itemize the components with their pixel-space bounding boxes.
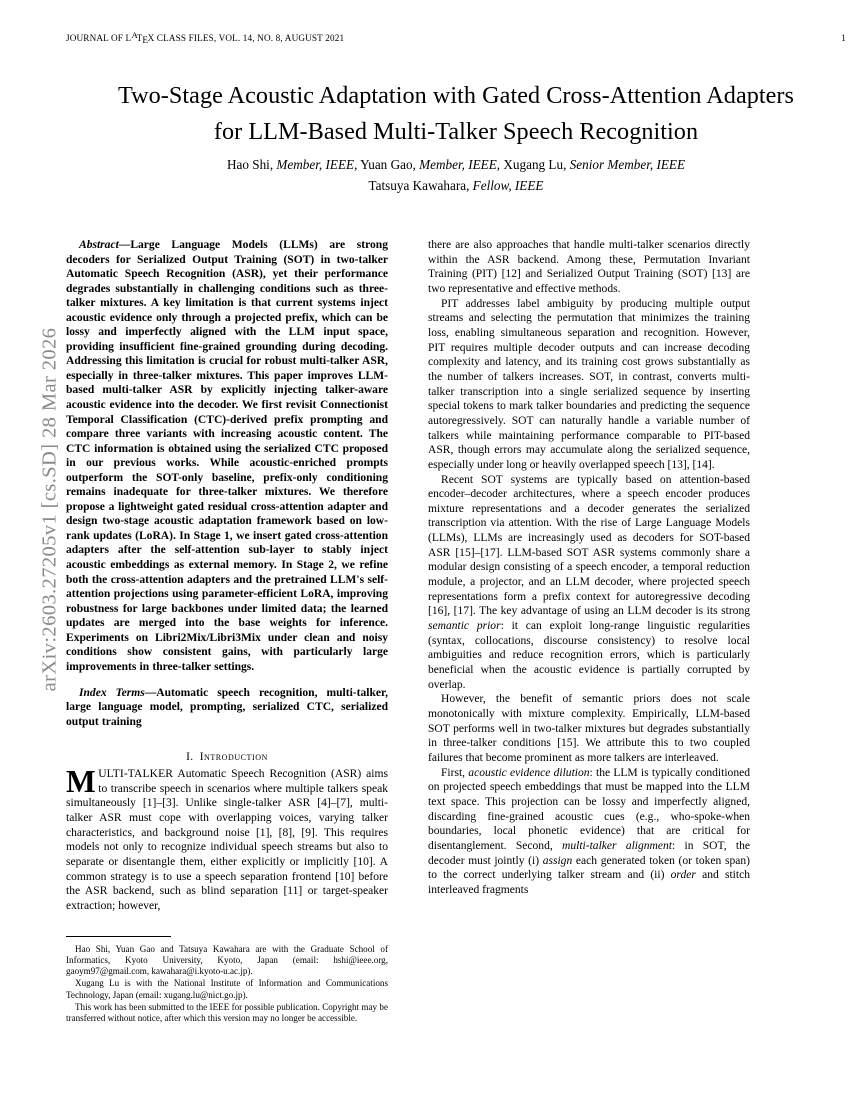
abstract-paragraph bbox=[66, 238, 388, 674]
index-terms-label: Index Terms bbox=[79, 686, 145, 699]
author-hao-shi-membership: Member, IEEE bbox=[276, 157, 355, 172]
term-acoustic-evidence-dilution: acoustic evidence dilution bbox=[468, 766, 590, 779]
right-paragraph-3-part-b: : it can exploit long-range linguistic regularities (syntax, collocations, discourse consistency) to resolve local ambiguities and reduce recognition errors, which is particularly beneficial when the acoustic evidence is partially corrupted by overlap. bbox=[428, 620, 750, 691]
left-column bbox=[66, 238, 388, 914]
title-line-2: for LLM-Based Multi-Talker Speech Recognition bbox=[213, 118, 699, 145]
author-tatsuya-kawahara-membership: Fellow, IEEE bbox=[472, 177, 544, 193]
author-sep-1: , Yuan Gao, bbox=[354, 157, 420, 172]
author-yuan-gao-membership: Member, IEEE bbox=[419, 157, 497, 172]
right-paragraph-2: PIT addresses label ambiguity by producing multiple output streams and selecting the permutation that minimizes the training loss, enabling simultaneous separation and recognition. However, PIT requires multiple decoder outputs and can increase decoding complexity and latency, and its training cost grows substantially as the number of talkers increases. SOT, in contrast, converts multi-talker transcription into a single serialized sequence by inserting special tokens to mark talker boundaries and predicting the sequence autoregressively. SOT can naturally handle a variable number of talkers while maintaining performance comparable to PIT-based ASR, though errors may accumulate along the serialized sequence, especially under long or heavily overlapped speech [13], [14]. bbox=[428, 297, 750, 471]
footnote-block bbox=[66, 944, 388, 1025]
latex-logo: LATEX bbox=[125, 30, 155, 45]
abstract-label: Abstract bbox=[79, 239, 119, 251]
right-paragraph-5-part-b: : the LLM is typically conditioned on projected speech embeddings that must be mapped into the LLM text space. This projection can be lossy and imperfectly aligned, discarding fine-grained acoustic cues (e.g., who-spoke-when boundaries, local phonetic evidence) that are critical for disentanglement. Second, bbox=[428, 766, 750, 852]
index-terms-dash: — bbox=[144, 686, 157, 699]
intro-first-paragraph bbox=[66, 764, 388, 914]
drop-cap: M bbox=[66, 764, 96, 800]
latex-logo-a: A bbox=[131, 30, 137, 41]
latex-logo-e: E bbox=[142, 34, 148, 45]
journal-reference bbox=[66, 30, 345, 45]
right-paragraph-5-part-d: each generated token (or token span) to the correct underlying talker stream and (ii) bbox=[428, 854, 750, 882]
journal-prefix: JOURNAL OF bbox=[66, 33, 126, 43]
paper-page bbox=[62, 0, 850, 1100]
footnote-separator-rule bbox=[66, 936, 171, 937]
section-name: Introduction bbox=[199, 750, 268, 763]
right-paragraph-5-part-c: : in SOT, the decoder must jointly (i) bbox=[428, 839, 750, 867]
right-column bbox=[428, 238, 750, 898]
author-sep-2: , Xugang Lu, bbox=[496, 157, 570, 172]
abstract-dash: — bbox=[118, 239, 131, 251]
section-heading-introduction bbox=[66, 751, 388, 763]
arxiv-stamp bbox=[0, 0, 62, 1100]
author-line-2 bbox=[66, 176, 846, 197]
term-multi-talker-alignment: multi-talker alignment bbox=[562, 839, 672, 852]
right-paragraph-3 bbox=[428, 473, 750, 693]
term-order: order bbox=[670, 869, 696, 882]
running-head bbox=[66, 30, 846, 45]
right-paragraph-5-part-e: and stitch interleaved fragments bbox=[428, 869, 750, 896]
right-paragraph-5 bbox=[428, 766, 750, 898]
footnote-copyright-notice: This work has been submitted to the IEEE for possible publication. Copyright may be transferred without notice, after which this version may no longer be accessible. bbox=[66, 1001, 388, 1023]
right-paragraph-3-part-a: Recent SOT systems are typically based on attention-based encoder–decoder architectures, where a speech encoder produces mixture representations and a decoder generates the serialized transcription via attention. With the rise of Large Language Models (LLMs), LLMs are increasingly used as decoders for SOT-based ASR [15]–[17]. LLM-based SOT ASR systems commonly share a modular design consisting of a speech encoder, a temporal reduction module, a projector, and an LLM decoder, where projected speech representations form a prefix context for autoregressive decoding [16], [17]. The key advantage of using an LLM decoder is its strong bbox=[428, 473, 750, 618]
footnote-affiliation-nict: Xugang Lu is with the National Institute of Information and Communications Technology, Japan (email: xugang.lu@nict.go.jp). bbox=[66, 978, 388, 1000]
arxiv-stamp-text: arXiv:2603.27205v1 [cs.SD] 28 Mar 2026 bbox=[38, 327, 61, 692]
term-semantic-prior: semantic prior bbox=[428, 620, 501, 633]
latex-logo-t: T bbox=[136, 33, 143, 43]
page-number: 1 bbox=[841, 33, 846, 43]
term-assign: assign bbox=[542, 854, 573, 867]
intro-body: Automatic Speech Recognition (ASR) aims to transcribe speech in scenarios where multiple talkers speak simultaneously [1]–[3]. Unlike single-talker ASR [4]–[7], multi-talker ASR must cope with overlapping voices, varying talker characteristics, and background noise [1], [8], [9]. This requires models not only to recognize individual speech streams but also to separate or disentangle them, either explicitly or implicitly [10]. A common strategy is to use a speech separation frontend [10] before the ASR backend, such as blind separation [11] or target-speaker extraction; however, bbox=[66, 768, 388, 912]
index-terms-body: Automatic speech recognition, multi-talker, large language model, prompting, serialized CTC, serialized output training bbox=[66, 686, 388, 728]
section-number: I. bbox=[186, 750, 194, 763]
intro-smallcaps: ULTI-TALKER bbox=[98, 768, 174, 781]
author-line-1 bbox=[66, 155, 846, 176]
page-title bbox=[66, 78, 846, 150]
footnote-affiliation-kyoto: Hao Shi, Yuan Gao and Tatsuya Kawahara are with the Graduate School of Informatics, Kyoto University, Kyoto, Japan (email: hshi@ieee.org, gaoym97@gmail.com, kawahara@i.kyoto-u.ac.jp). bbox=[66, 944, 388, 977]
latex-logo-x: X bbox=[147, 33, 155, 43]
right-paragraph-1: there are also approaches that handle multi-talker scenarios directly within the ASR backend. Among these, Permutation Invariant Training (PIT) [12] and Serialized Output Training (SOT) [13] are two representative and effective methods. bbox=[428, 239, 750, 295]
right-paragraph-4: However, the benefit of semantic priors does not scale monotonically with mixture complexity. Empirically, LLM-based SOT performs well in two-talker mixtures but degrades substantially in three-talker conditions [15]. We attribute this to two coupled failures that become prominent as more talkers are interleaved. bbox=[428, 693, 750, 764]
abstract-body: Large Language Models (LLMs) are strong decoders for Serialized Output Training (SOT) in two-talker Automatic Speech Recognition (ASR), yet their performance degrades substantially in challenging conditions such as three-talker mixtures. A key limitation is that current systems inject acoustic evidence only through a projected prefix, which can be lossy and imperfectly aligned with the LLM input space, providing insufficient fine-grained grounding during decoding. Addressing this limitation is crucial for robust multi-talker ASR, especially in three-talker mixtures. This paper improves LLM-based multi-talker ASR by explicitly injecting talker-aware acoustic evidence into the decoder. We first revisit Connectionist Temporal Classification (CTC)-derived prefix prompting and compare three variants with increasing acoustic content. The CTC information is obtained using the serialized CTC proposed in our previous works. While acoustic-enriched prompts outperform the SOT-only baseline, prefix-only conditioning remains inadequate for three-talker mixtures. We therefore propose a lightweight gated residual cross-attention adapter and design two-stage acoustic adaptation framework based on low-rank updates (LoRA). In Stage 1, we insert gated cross-attention adapters after the self-attention sub-layer to stably inject acoustic embeddings as external memory. In Stage 2, we refine both the cross-attention adapters and the pretrained LLM's self-attention projections using parameter-efficient LoRA, improving robustness for large backbones under limited data; the learned updates are merged into the base weights for inference. Experiments on Libri2Mix/Libri3Mix under clean and noisy conditions show consistent gains, with particularly large improvements in three-talker settings. bbox=[66, 239, 388, 673]
right-paragraph-5-part-a: First, bbox=[441, 766, 469, 779]
author-hao-shi: Hao Shi, bbox=[226, 157, 277, 172]
author-xugang-lu-membership: Senior Member, IEEE bbox=[569, 157, 686, 172]
journal-suffix: CLASS FILES, VOL. 14, NO. 8, AUGUST 2021 bbox=[154, 33, 345, 43]
title-line-1: Two-Stage Acoustic Adaptation with Gated Cross-Attention Adapters bbox=[117, 82, 794, 109]
author-list bbox=[66, 155, 846, 196]
author-tatsuya-kawahara: Tatsuya Kawahara, bbox=[368, 177, 473, 193]
index-terms-paragraph bbox=[66, 686, 388, 730]
